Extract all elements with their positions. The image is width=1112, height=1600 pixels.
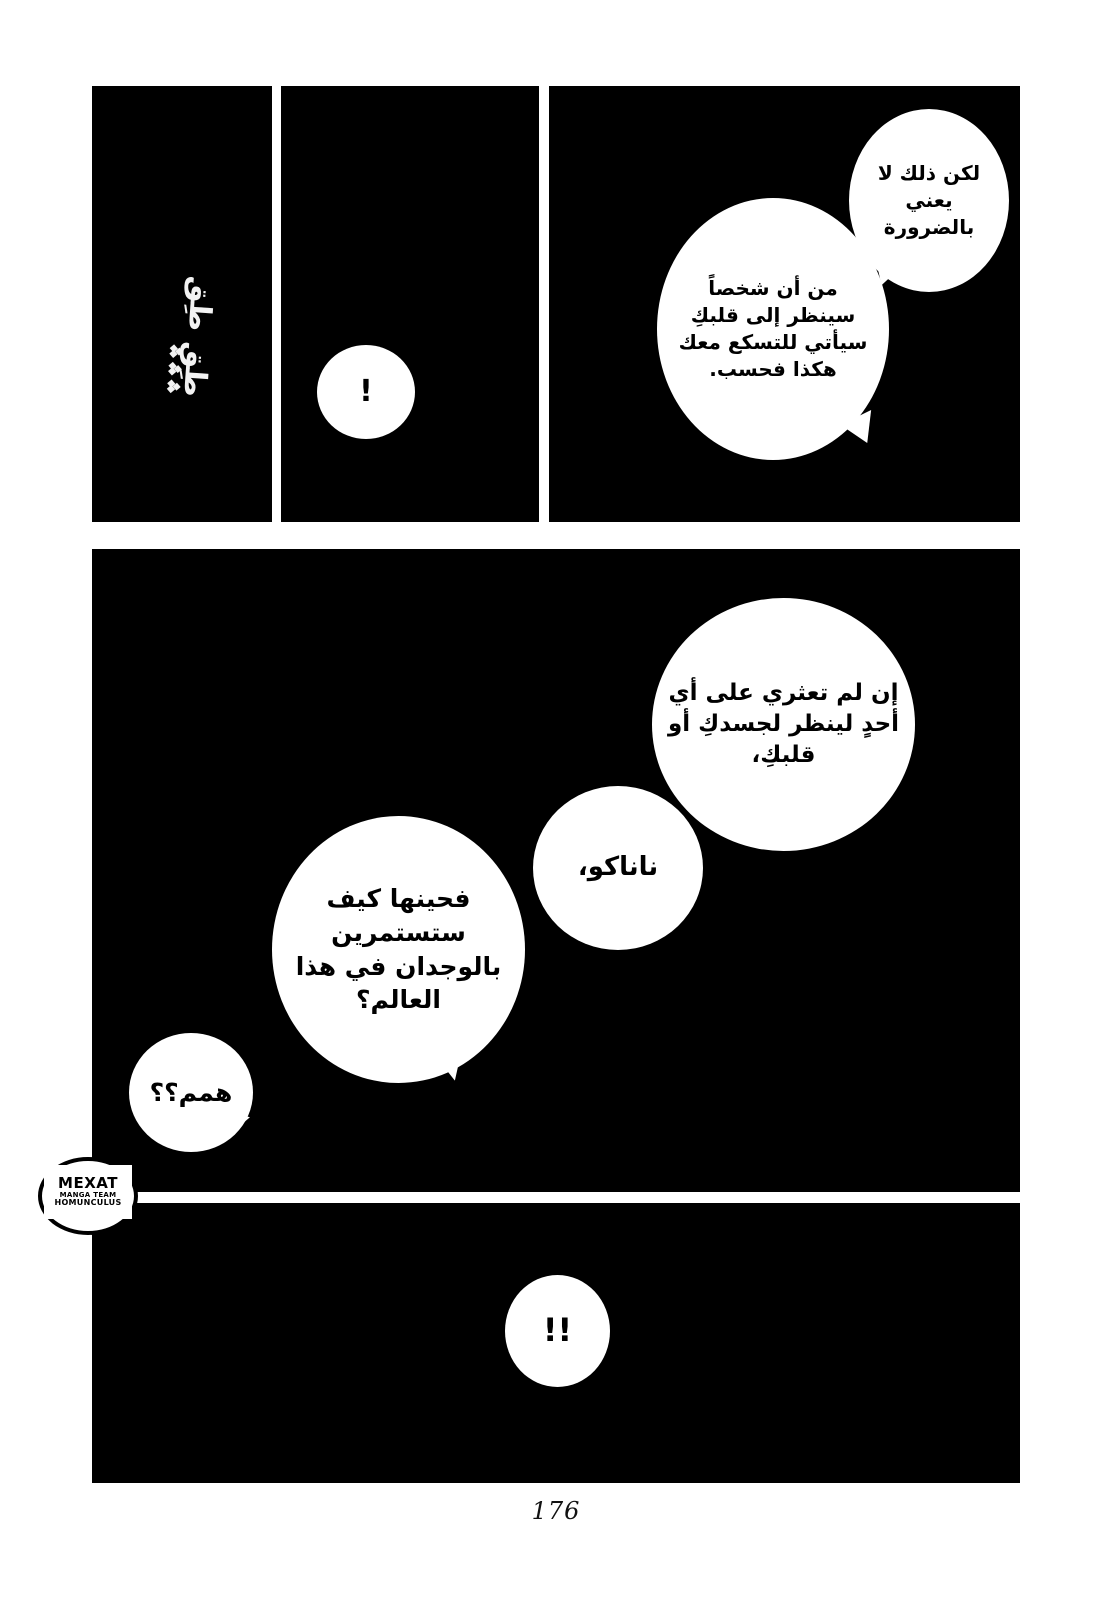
balloon-tail <box>428 1037 475 1085</box>
comic-panel-1 <box>92 86 272 522</box>
balloon-text: ناناكو، <box>577 852 659 883</box>
balloon-tail <box>787 806 835 854</box>
speech-balloon <box>533 786 703 950</box>
speech-balloon <box>505 1275 610 1387</box>
comic-panel-3 <box>549 86 1020 522</box>
stamp-label <box>44 1165 132 1219</box>
speech-balloon <box>652 598 915 851</box>
comic-panel-4 <box>92 549 1020 1192</box>
credit-series-label: HOMUNCULUS <box>54 1198 122 1208</box>
balloon-tail <box>841 410 884 450</box>
comic-panel-2 <box>281 86 539 522</box>
speech-balloon <box>657 198 889 460</box>
speech-balloon <box>317 345 415 439</box>
scanlation-credit-stamp <box>36 1151 142 1247</box>
balloon-text: إن لم تعثري على أي أحدٍ لينظر لجسدكِ أو قلبكِ، <box>667 679 900 769</box>
comic-panel-5 <box>92 1203 1020 1483</box>
speech-balloon <box>272 816 525 1083</box>
balloon-text: من أن شخصاً سينظر إلى قلبكِ سيأتي للتسكع معك هكذا فحسب. <box>678 276 868 381</box>
balloon-tail <box>592 911 632 951</box>
balloon-text: لكن ذلك لا يعني بالضرورة <box>877 161 981 239</box>
page-number: 176 <box>531 1497 581 1525</box>
balloon-text: همم؟؟ <box>149 1077 233 1107</box>
balloon-text: فحينها كيف ستستمرين بالوجدان في هذا العالم؟ <box>295 884 502 1015</box>
balloon-tail <box>225 1105 252 1134</box>
credit-sub-label: MANGA TEAM <box>59 1191 117 1199</box>
balloon-text: !! <box>542 1311 573 1350</box>
sound-effect-text: طِق طِق ؞؞؞ <box>146 274 220 399</box>
speech-balloon <box>129 1033 253 1152</box>
balloon-text: ! <box>359 373 373 409</box>
credit-main-label: MEXAT <box>58 1174 118 1193</box>
